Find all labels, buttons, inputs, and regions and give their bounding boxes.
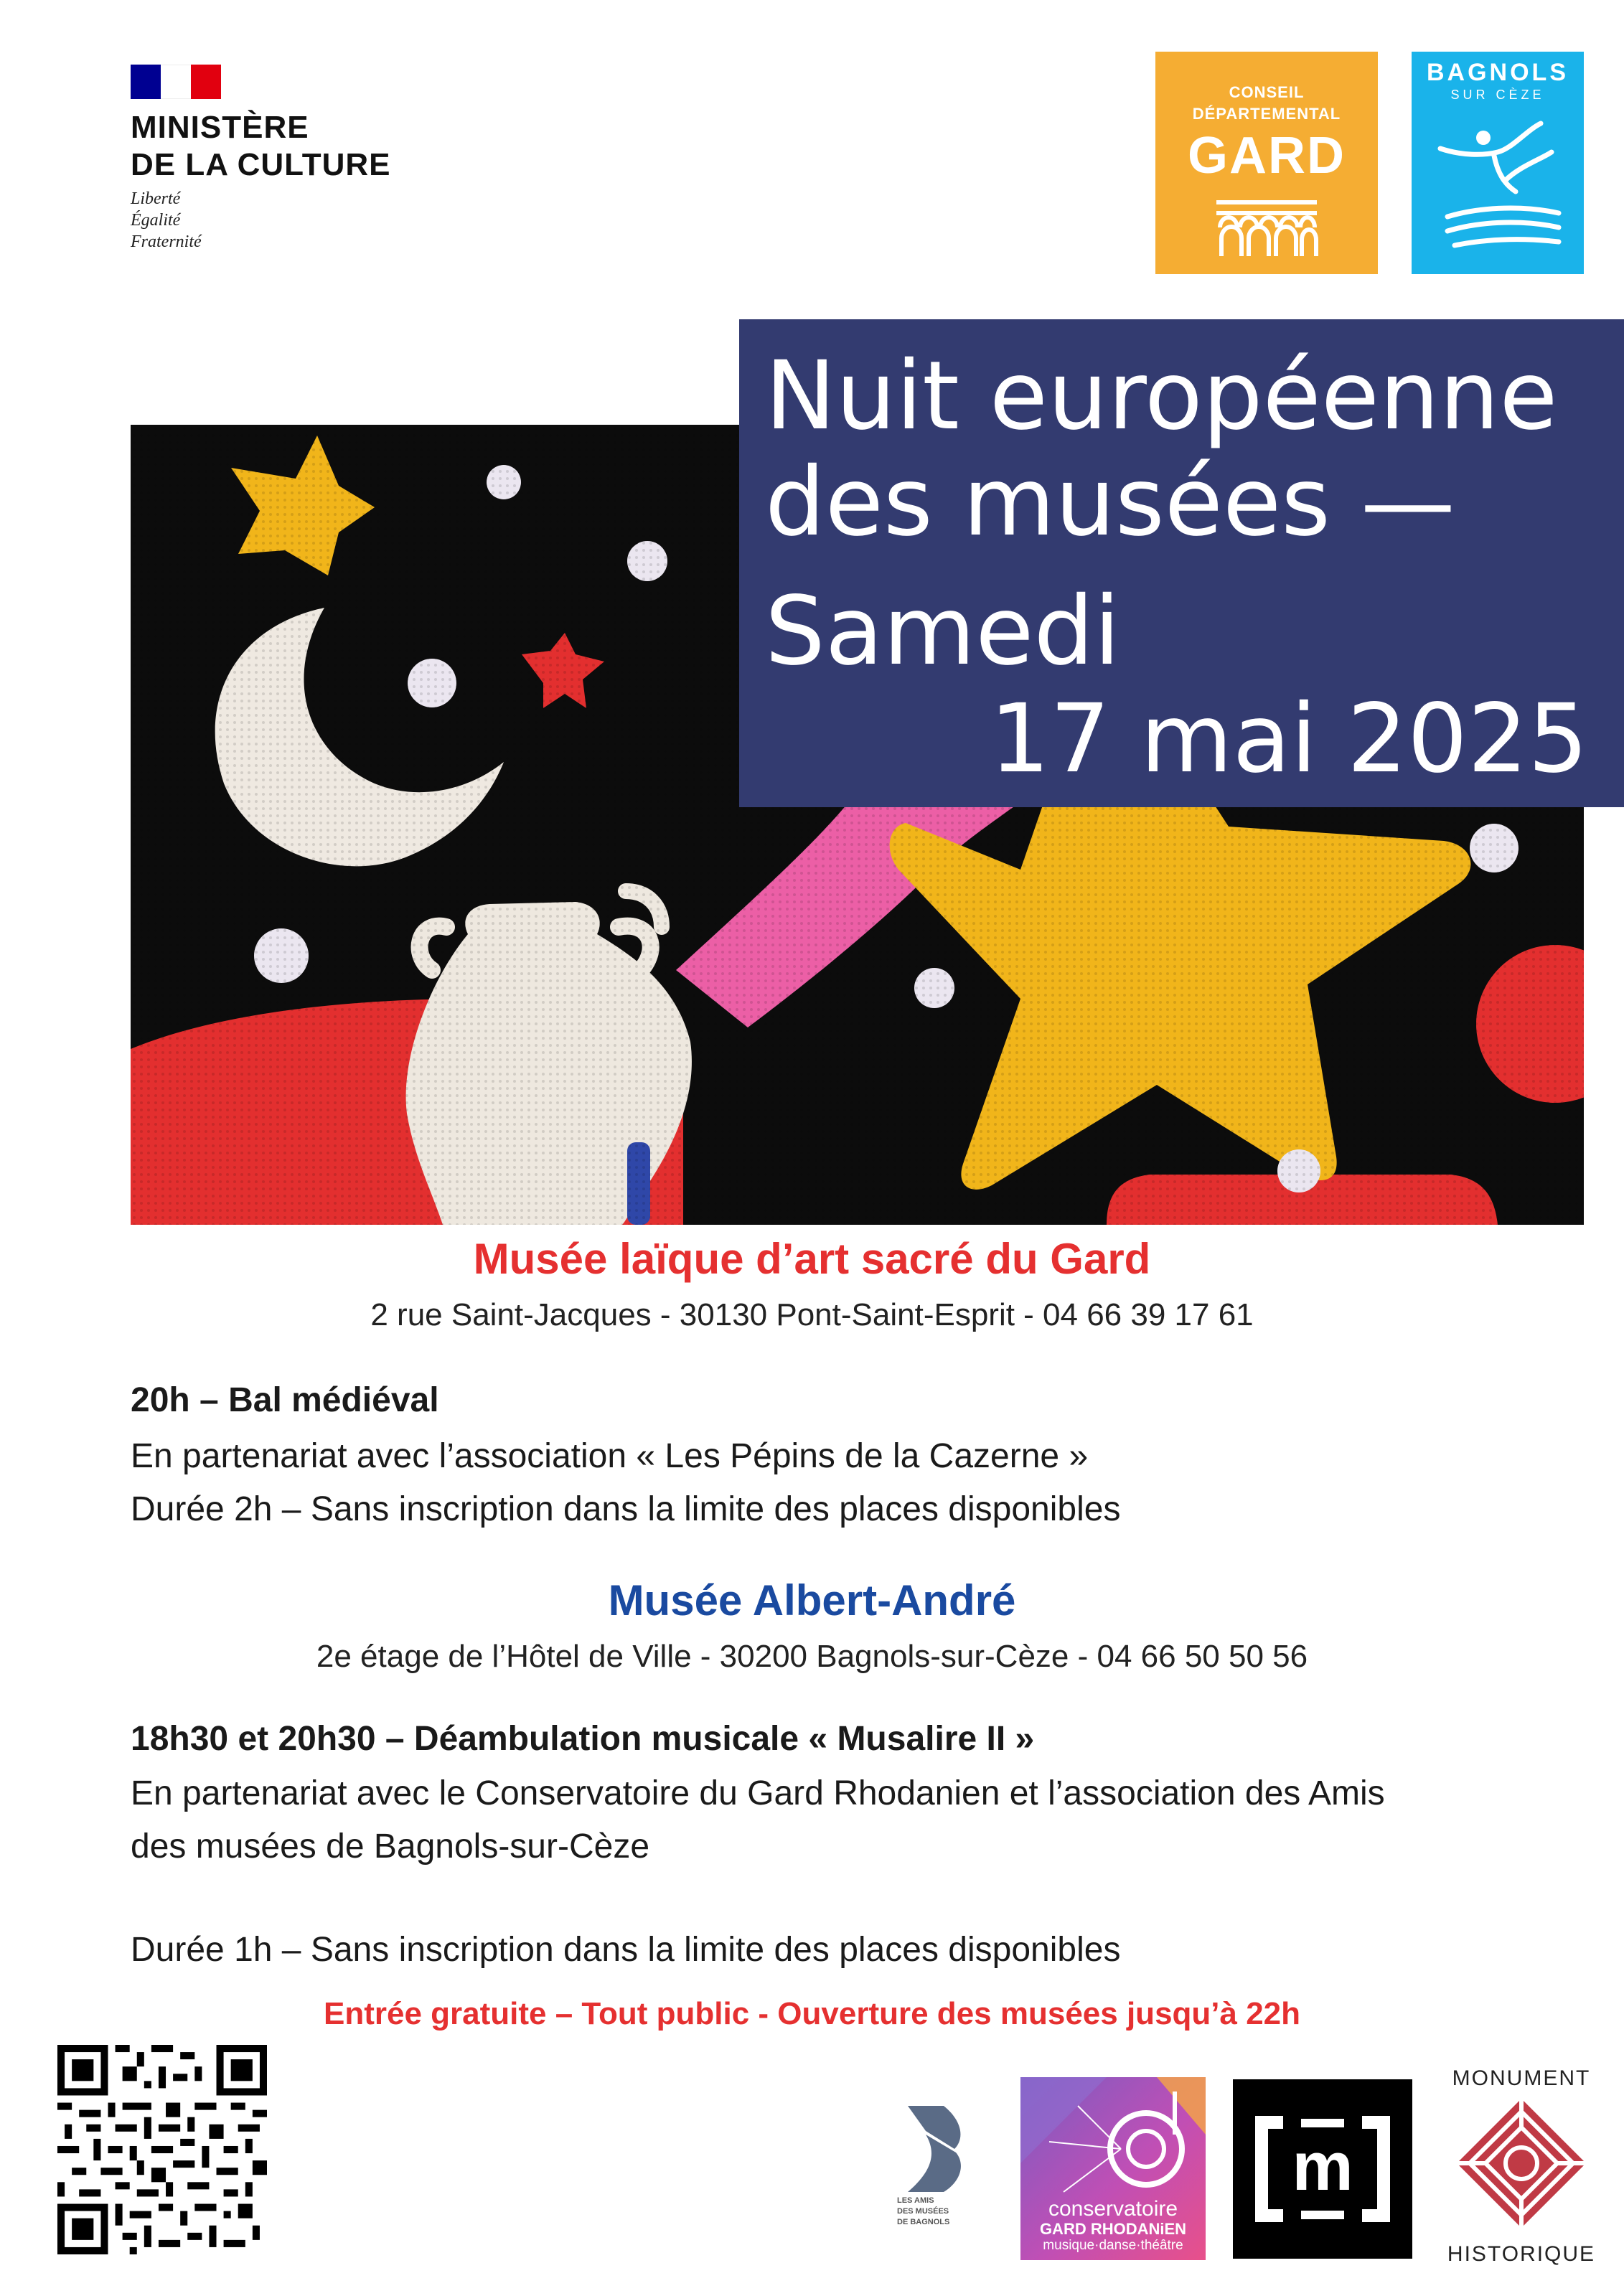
monument-line2: HISTORIQUE — [1447, 2242, 1596, 2266]
monument-line1: MONUMENT — [1452, 2066, 1591, 2090]
bagnols-sur-ceze-logo — [1412, 52, 1584, 274]
motto-liberte: Liberté — [131, 189, 181, 208]
museum1-event-partner: En partenariat avec l’association « Les Pépins de la Cazerne » — [131, 1437, 1089, 1475]
ministere-motto — [131, 188, 202, 253]
bagnols-logo-line1: BAGNOLS — [1427, 59, 1569, 86]
conservatoire-line1: conservatoire — [1048, 2197, 1178, 2221]
dancer-figure-icon — [1433, 116, 1562, 260]
museum2-event-partner-line1: En partenariat avec le Conservatoire du Gard Rhodanien et l’association des Amis — [131, 1774, 1385, 1812]
footer-note: Entrée gratuite – Tout public - Ouverture des musées jusqu’à 22h — [323, 1996, 1301, 2031]
ministere-title — [131, 109, 391, 184]
museum2-name: Musée Albert-André — [608, 1576, 1016, 1624]
conservatoire-line3: musique·danse·théâtre — [1043, 2238, 1183, 2253]
m-brand-logo — [1233, 2079, 1412, 2259]
motto-fraternite: Fraternité — [131, 232, 202, 251]
gard-logo-line1: CONSEIL — [1229, 83, 1305, 101]
ministere-title-line2: DE LA CULTURE — [131, 147, 391, 182]
amis-line2: DES MUSÉES — [897, 2207, 949, 2216]
museum1-name: Musée laïque d’art sacré du Gard — [473, 1235, 1151, 1283]
labyrinth-icon — [1457, 2099, 1586, 2228]
amis-line3: DE BAGNOLS — [897, 2218, 950, 2226]
bagnols-logo-line2: SUR CÈZE — [1450, 88, 1545, 102]
title-line2: des musées — — [765, 447, 1455, 557]
french-flag-icon — [131, 65, 221, 99]
gard-logo-line2: DÉPARTEMENTAL — [1192, 105, 1341, 123]
museum2-event-duration: Durée 1h – Sans inscription dans la limite des places disponibles — [131, 1931, 1121, 1969]
museum1-event-duration: Durée 2h – Sans inscription dans la limite des places disponibles — [131, 1490, 1121, 1528]
m-logo-letter: m — [1292, 2128, 1353, 2205]
museum2-event-title: 18h30 et 20h30 – Déambulation musicale « Musalire II » — [131, 1720, 1035, 1758]
title-line1: Nuit européenne — [765, 341, 1558, 451]
ministere-title-line1: MINISTÈRE — [131, 110, 309, 145]
amis-des-musees-logo — [897, 2106, 976, 2249]
event-title-box — [739, 319, 1624, 807]
gard-departement-logo — [1155, 52, 1378, 274]
gard-logo-line3: GARD — [1188, 127, 1346, 184]
amis-line1: LES AMIS — [897, 2196, 934, 2205]
motto-egalite: Égalité — [131, 211, 181, 230]
monument-historique-logo — [1442, 2066, 1600, 2274]
qr-code[interactable] — [57, 2045, 267, 2254]
museum1-address: 2 rue Saint-Jacques - 30130 Pont-Saint-Esprit - 04 66 39 17 61 — [370, 1297, 1254, 1332]
amis-emblem-icon — [904, 2106, 969, 2192]
title-line3: Samedi — [765, 576, 1120, 687]
pont-du-gard-icon — [1213, 188, 1320, 260]
conservatoire-gard-rhodanien-logo — [1020, 2077, 1206, 2260]
museum2-address: 2e étage de l’Hôtel de Ville - 30200 Bagnols-sur-Cèze - 04 66 50 50 56 — [316, 1639, 1308, 1674]
museum1-event-title: 20h – Bal médiéval — [131, 1381, 439, 1419]
museum2-event-partner-line2: des musées de Bagnols-sur-Cèze — [131, 1827, 650, 1866]
title-date: 17 mai 2025 — [990, 684, 1588, 794]
conservatoire-line2: GARD RHODANiEN — [1039, 2220, 1187, 2238]
ministere-culture-logo — [131, 65, 432, 265]
